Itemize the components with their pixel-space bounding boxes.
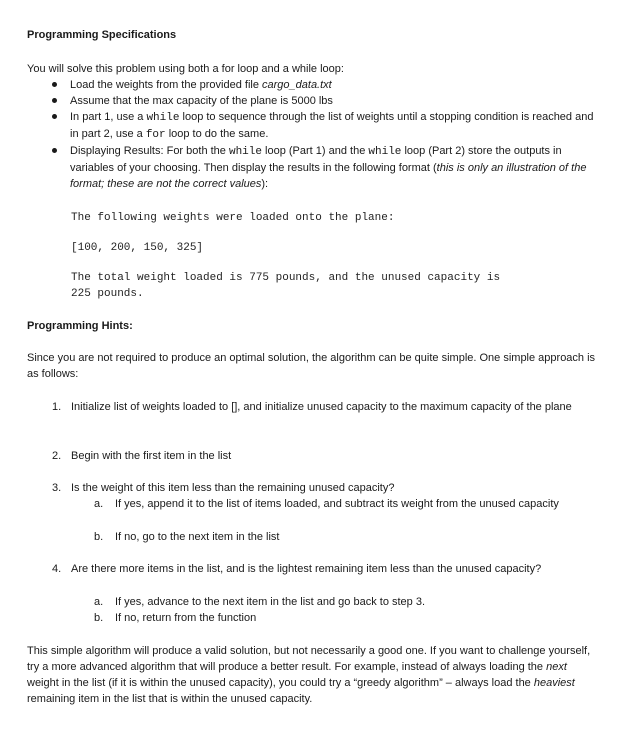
code-example-line: The total weight loaded is 775 pounds, and the unused capacity is 225 pounds. bbox=[71, 272, 501, 300]
substep-letter: a. bbox=[94, 498, 104, 510]
bullet-dot-icon bbox=[52, 148, 57, 153]
bullet-dot-icon bbox=[52, 114, 57, 119]
keyword: while bbox=[368, 146, 402, 158]
step-text: Are there more items in the list, and is the lightest remaining item less than the unused capacity? bbox=[71, 563, 542, 575]
keyword: for bbox=[145, 129, 166, 141]
hints-intro: Since you are not required to produce an optimal solution, the algorithm can be quite simple. One simple approach is as follows: bbox=[27, 352, 596, 380]
step-number: 3. bbox=[52, 482, 62, 494]
bullet-item: Assume that the max capacity of the plane is 5000 lbs bbox=[50, 93, 600, 109]
step-number: 2. bbox=[52, 450, 62, 462]
bullet-dot-icon bbox=[52, 82, 57, 87]
substep-letter: a. bbox=[94, 596, 104, 608]
bullet-item: Displaying Results: For both the while loop (Part 1) and the while loop (Part 2) store the outputs in variables of your choosing. Then display the results in the following format (this is only an illustration of the format; these are not the correct values): bbox=[50, 143, 600, 192]
closing-paragraph: This simple algorithm will produce a valid solution, but not necessarily a good one. If you want to challenge yourself, try a more advanced algorithm that will produce a better result. For example, instead of always loading the next weight in the list (if it is within the unused capacity), you could try a “greedy algorithm” – always load the heaviest remaining item in the list that is within the unused capacity. bbox=[27, 645, 591, 705]
specs-intro: You will solve this problem using both a for loop and a while loop: bbox=[27, 63, 344, 75]
substep-letter: b. bbox=[94, 531, 104, 543]
specs-bullet-list bbox=[50, 77, 600, 192]
substep-text: If yes, advance to the next item in the list and go back to step 3. bbox=[115, 596, 426, 608]
step-text: Begin with the first item in the list bbox=[71, 450, 232, 462]
code-example-line: [100, 200, 150, 325] bbox=[71, 242, 204, 254]
substep-text: If yes, append it to the list of items loaded, and subtract its weight from the unused capacity bbox=[115, 498, 559, 510]
keyword: while bbox=[228, 146, 262, 158]
bullet-item: Load the weights from the provided file cargo_data.txt bbox=[50, 77, 600, 93]
step-text: Initialize list of weights loaded to [], and initialize unused capacity to the maximum capacity of the plane bbox=[71, 401, 572, 413]
keyword: while bbox=[146, 112, 180, 124]
step-number: 4. bbox=[52, 563, 62, 575]
bullet-dot-icon bbox=[52, 98, 57, 103]
code-example-line: The following weights were loaded onto the plane: bbox=[71, 212, 395, 224]
step-number: 1. bbox=[52, 401, 62, 413]
substep-text: If no, return from the function bbox=[115, 612, 257, 624]
bullet-item: In part 1, use a while loop to sequence through the list of weights until a stopping condition is reached and in part 2, use a for loop to do the same. bbox=[50, 109, 600, 143]
substep-letter: b. bbox=[94, 612, 104, 624]
substep-text: If no, go to the next item in the list bbox=[115, 531, 280, 543]
filename: cargo_data.txt bbox=[262, 79, 332, 91]
specs-heading: Programming Specifications bbox=[27, 29, 177, 41]
step-text: Is the weight of this item less than the remaining unused capacity? bbox=[71, 482, 395, 494]
hints-heading: Programming Hints: bbox=[27, 320, 133, 332]
